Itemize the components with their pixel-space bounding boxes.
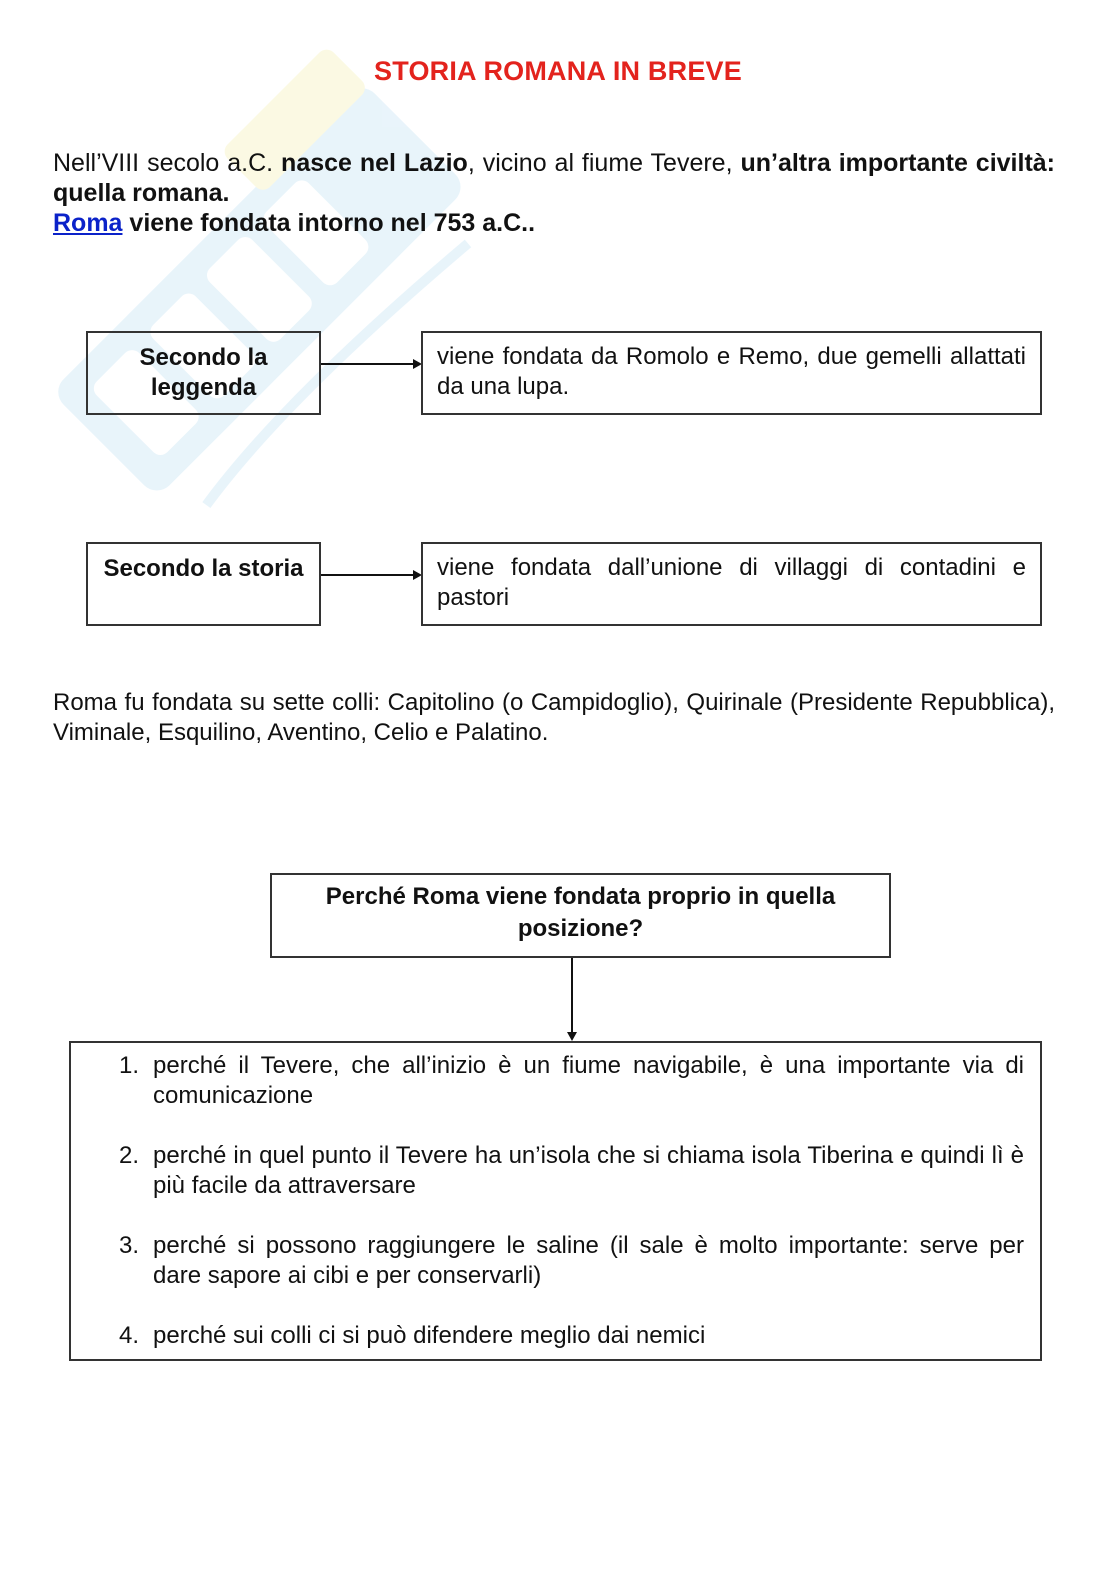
watermark-logo (10, 40, 530, 560)
intro-paragraph (53, 148, 1055, 238)
list-text: perché in quel punto il Tevere ha un’isola che si chiama isola Tiberina e quindi lì è più facile da attraversare (153, 1142, 1024, 1199)
list-number: 4. (119, 1322, 140, 1349)
history-description-box (421, 542, 1042, 626)
arrow-question (562, 958, 582, 1042)
history-description: viene fondata dall’unione di villaggi di contadini e pastori (437, 554, 1026, 611)
intro-sentence-2 (53, 208, 1055, 238)
arrow-history (321, 566, 423, 586)
legend-description-box (421, 331, 1042, 415)
list-text: perché il Tevere, che all’inizio è un fiume navigabile, è una importante via di comunicazione (153, 1052, 1024, 1109)
list-text: perché sui colli ci si può difendere meglio dai nemici (153, 1322, 706, 1349)
intro-text: , vicino al fiume Tevere, (467, 149, 741, 177)
legend-description: viene fondata da Romolo e Remo, due gemelli allattati da una lupa. (437, 343, 1026, 400)
list-item (119, 1141, 1024, 1201)
list-number: 3. (119, 1232, 140, 1259)
reasons-list (119, 1051, 1024, 1351)
intro-text: Nell’VIII secolo a.C. (53, 149, 282, 177)
legend-label: Secondo la leggenda (139, 344, 268, 401)
list-number: 1. (119, 1052, 140, 1079)
page-title: STORIA ROMANA IN BREVE (374, 56, 742, 86)
intro-bold-civilta: un’altra importante civiltà: quella romana. (53, 149, 1056, 207)
list-text: perché si possono raggiungere le saline (il sale è molto importante: serve per dare sapore ai cibi e per conservarli) (153, 1232, 1024, 1289)
list-item (119, 1231, 1024, 1291)
question-text: Perché Roma viene fondata proprio in quella posizione? (325, 883, 836, 942)
intro-sentence-1 (53, 148, 1055, 208)
history-label-box (86, 542, 321, 626)
intro-bold-founding: viene fondata intorno nel 753 a.C.. (122, 209, 536, 237)
roma-link[interactable]: Roma (53, 209, 123, 237)
intro-bold-lazio: nasce nel Lazio (281, 149, 468, 177)
legend-label-box (86, 331, 321, 415)
question-box (270, 873, 891, 958)
arrow-legend (321, 355, 423, 375)
list-number: 2. (119, 1142, 140, 1169)
seven-hills-paragraph: Roma fu fondata su sette colli: Capitolino (o Campidoglio), Quirinale (Presidente Repubblica), Viminale, Esquilino, Aventino, Celio e Palatino. (53, 689, 1055, 746)
reasons-box (69, 1041, 1042, 1361)
history-label: Secondo la storia (103, 555, 304, 582)
list-item (119, 1321, 1024, 1351)
list-item (119, 1051, 1024, 1111)
